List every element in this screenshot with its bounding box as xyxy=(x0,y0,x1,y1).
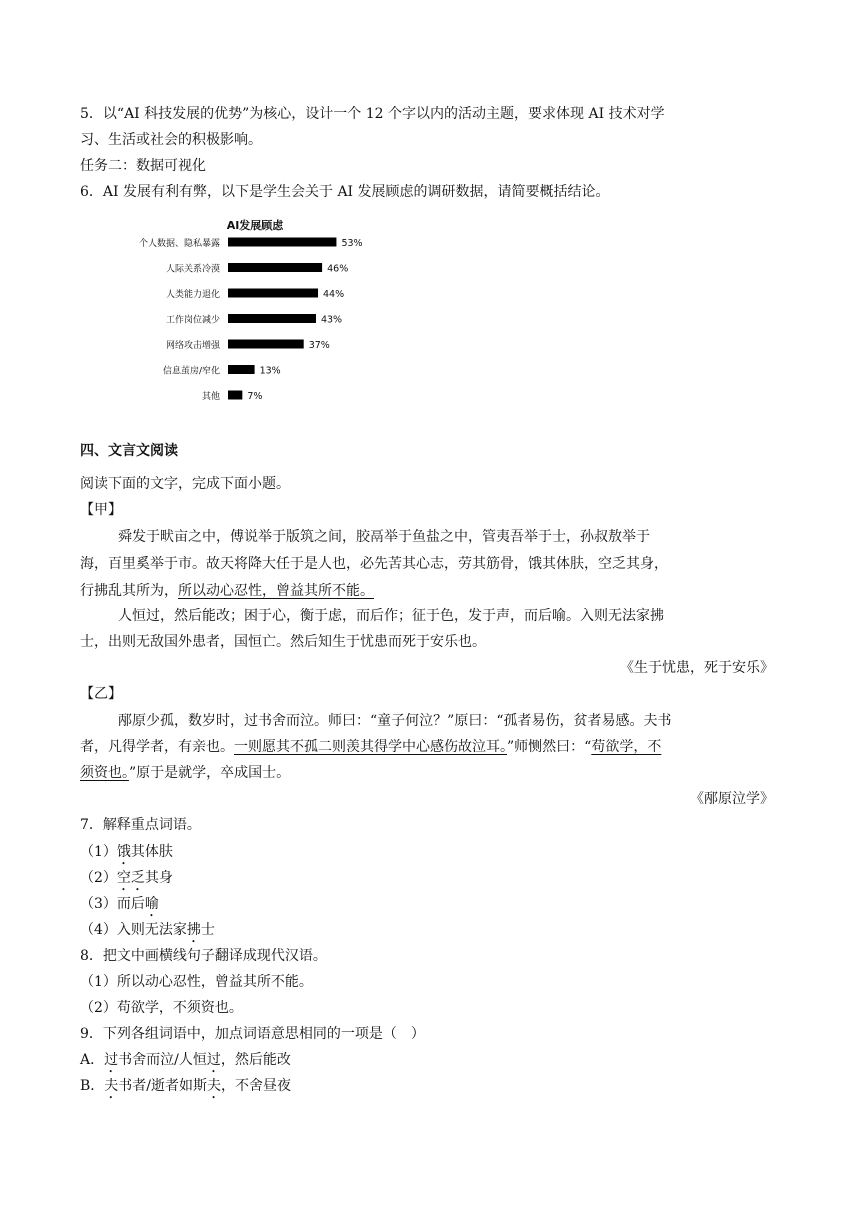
passage-jia-p1-line-3-text: 行拂乱其所为， xyxy=(80,583,178,599)
chart-bar xyxy=(228,263,322,272)
passage-yi-source: 《邴原泣学》 xyxy=(690,791,774,807)
question-5-line-2: 习、生活或社会的积极影响。 xyxy=(80,132,262,148)
chart-bar xyxy=(228,289,318,298)
chart-category-label: 个人数据、隐私暴露 xyxy=(138,239,220,249)
passage-jia-source: 《生于忧患，死于安乐》 xyxy=(620,660,774,676)
chart-value-label: 37% xyxy=(308,340,330,351)
question-6: 6．AI 发展有利有弊，以下是学生会关于 AI 发展顾虑的调研数据，请简要概括结论。 xyxy=(80,184,610,200)
section-4-heading: 四、文言文阅读 xyxy=(80,443,178,459)
passage-yi-line-3-text: ”原于是就学，卒成国士。 xyxy=(129,765,291,781)
passage-jia-p1-line-2: 海，百里奚举于市。故天将降大任于是人也，必先苦其心志，劳其筋骨，饿其体肤，空乏其身， xyxy=(80,556,668,572)
item-text: 其身 xyxy=(144,870,173,886)
passage-jia-p1-line-3 xyxy=(80,581,374,601)
chart-category-label: 网络攻击增强 xyxy=(165,341,220,351)
chart-bar xyxy=(228,391,242,400)
dotted-word: 喻 xyxy=(144,896,159,912)
passage-jia-p2-line-2: 士，出则无敌国外患者，国恒亡。然后知生于忧患而死于安乐也。 xyxy=(80,634,486,650)
passage-yi-line-1: 邴原少孤，数岁时，过书舍而泣。师曰：“童子何泣？”原曰：“孤者易伤，贫者易感。夫书 xyxy=(118,713,672,729)
chart-bars xyxy=(139,237,363,402)
chart-value-label: 7% xyxy=(247,391,263,402)
chart-bar xyxy=(228,238,336,247)
task-2-heading: 任务二：数据可视化 xyxy=(80,158,206,174)
chart-category-label: 工作岗位减少 xyxy=(165,315,220,326)
chart-category-label: 人际关系冷漠 xyxy=(165,264,220,275)
underlined-sentence-2: 一则愿其不孤二则羡其得学中心感伤故泣耳。 xyxy=(234,739,507,755)
question-5-line-1: 5．以“AI 科技发展的优势”为核心，设计一个 12 个字以内的活动主题，要求体现 AI 技术对学 xyxy=(80,106,665,122)
ai-concerns-bar-chart xyxy=(95,212,495,412)
dotted-word: 过 xyxy=(104,1052,119,1068)
passage-yi-line-2-text-b: ”师恻然曰：“ xyxy=(507,739,592,755)
chart-category-label: 人类能力退化 xyxy=(165,290,220,300)
passage-jia-p2-line-1: 人恒过，然后能改；困于心，衡于虑，而后作；征于色，发于声，而后喻。入则无法家拂 xyxy=(118,608,664,624)
passage-yi-line-3 xyxy=(80,763,290,783)
passage-yi-label: 【乙】 xyxy=(80,686,122,702)
chart-title: AI发展顾虑 xyxy=(226,219,284,232)
passage-jia-label: 【甲】 xyxy=(80,502,122,518)
option-text: ，不舍昼夜 xyxy=(221,1078,292,1094)
chart-value-label: 46% xyxy=(327,263,349,275)
underlined-sentence-1: 所以动心忍性，曾益其所不能。 xyxy=(178,583,374,599)
dotted-word: 夫 xyxy=(207,1078,222,1094)
dotted-word: 拂 xyxy=(186,922,201,938)
item-number: （2） xyxy=(80,870,117,886)
chart-category-label: 信息茧房/窄化 xyxy=(162,366,220,377)
option-text: 书者/逝者如斯 xyxy=(118,1078,208,1094)
item-number: （1） xyxy=(80,844,117,860)
reading-instruction: 阅读下面的文字，完成下面小题。 xyxy=(80,476,290,492)
option-letter: B． xyxy=(80,1078,105,1094)
option-letter: A． xyxy=(80,1052,105,1068)
chart-value-label: 44% xyxy=(323,289,345,300)
passage-yi-line-2 xyxy=(80,737,661,757)
underlined-sentence-3-part-2: 须资也。 xyxy=(80,765,129,781)
chart-value-label: 13% xyxy=(259,365,281,377)
question-9-option-b xyxy=(80,1076,291,1102)
question-7-item-3 xyxy=(80,894,159,920)
item-text: （3）而后 xyxy=(80,896,145,912)
question-8-item-2: （2）苟欲学，不须资也。 xyxy=(80,1000,243,1016)
dotted-word: 过 xyxy=(206,1052,221,1068)
question-8-stem: 8．把文中画横线句子翻译成现代汉语。 xyxy=(80,948,327,964)
question-9-stem: 9．下列各组词语中，加点词语意思相同的一项是（ ） xyxy=(80,1026,425,1042)
question-7-item-1 xyxy=(80,842,173,868)
item-text: 士 xyxy=(200,922,215,938)
question-8-item-1: （1）所以动心忍性，曾益其所不能。 xyxy=(80,974,313,990)
dotted-word: 空乏 xyxy=(116,870,145,886)
chart-bar xyxy=(228,314,316,323)
passage-jia-p1-line-1: 舜发于畎亩之中，傅说举于版筑之间，胶鬲举于鱼盐之中，管夷吾举于士，孙叔敖举于 xyxy=(118,529,650,545)
chart-category-label: 其他 xyxy=(201,392,220,402)
dotted-word: 夫 xyxy=(104,1078,119,1094)
passage-yi-line-2-text-a: 者，凡得学者，有亲也。 xyxy=(80,739,234,755)
chart-value-label: 43% xyxy=(320,314,343,326)
chart-bar xyxy=(228,365,255,374)
chart-bar xyxy=(228,340,304,349)
question-7-stem: 7．解释重点词语。 xyxy=(80,817,201,833)
question-7-item-2 xyxy=(80,868,173,894)
option-text: 书舍而泣/人恒 xyxy=(118,1052,207,1068)
dotted-word: 饿 xyxy=(116,844,131,860)
underlined-sentence-3-part-1: 苟欲学，不 xyxy=(591,739,662,755)
question-7-item-4 xyxy=(80,920,215,946)
option-text: ，然后能改 xyxy=(220,1052,291,1068)
question-9-option-a xyxy=(80,1050,291,1076)
item-text: 其体肤 xyxy=(130,844,173,860)
chart-value-label: 53% xyxy=(341,238,363,249)
item-text: （4）入则无法家 xyxy=(80,922,187,938)
